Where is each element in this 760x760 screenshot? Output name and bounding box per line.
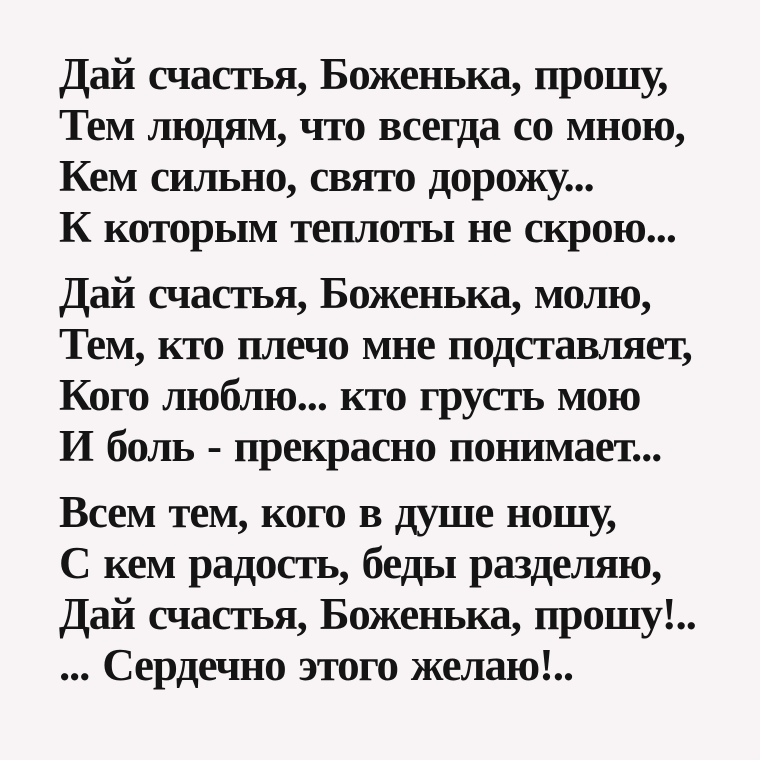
poem-line: Всем тем, кого в душе ношу, bbox=[59, 487, 616, 537]
poem-line: Тем людям, что всегда со мною, bbox=[59, 100, 685, 150]
poem-line: И боль - прекрасно понимает... bbox=[59, 421, 662, 471]
poem-line: Дай счастья, Боженька, прошу!.. bbox=[59, 589, 696, 639]
poem-line: Тем, кто плечо мне подставляет, bbox=[59, 319, 692, 369]
poem-line: С кем радость, беды разделяю, bbox=[59, 538, 661, 588]
poem-line: Кем сильно, свято дорожу... bbox=[59, 151, 594, 201]
poem-line: Дай счастья, Боженька, молю, bbox=[59, 268, 651, 318]
poem-stanza bbox=[59, 487, 730, 691]
poem-line: К которым теплоты не скрою... bbox=[59, 202, 676, 252]
poem-line: ... Сердечно этого желаю!.. bbox=[59, 640, 573, 690]
poem-line: Кого люблю... кто грусть мою bbox=[59, 370, 641, 420]
poem-stanza bbox=[59, 268, 730, 472]
poem-line: Дай счастья, Боженька, прошу, bbox=[59, 49, 668, 99]
poem-stanza bbox=[59, 49, 730, 253]
